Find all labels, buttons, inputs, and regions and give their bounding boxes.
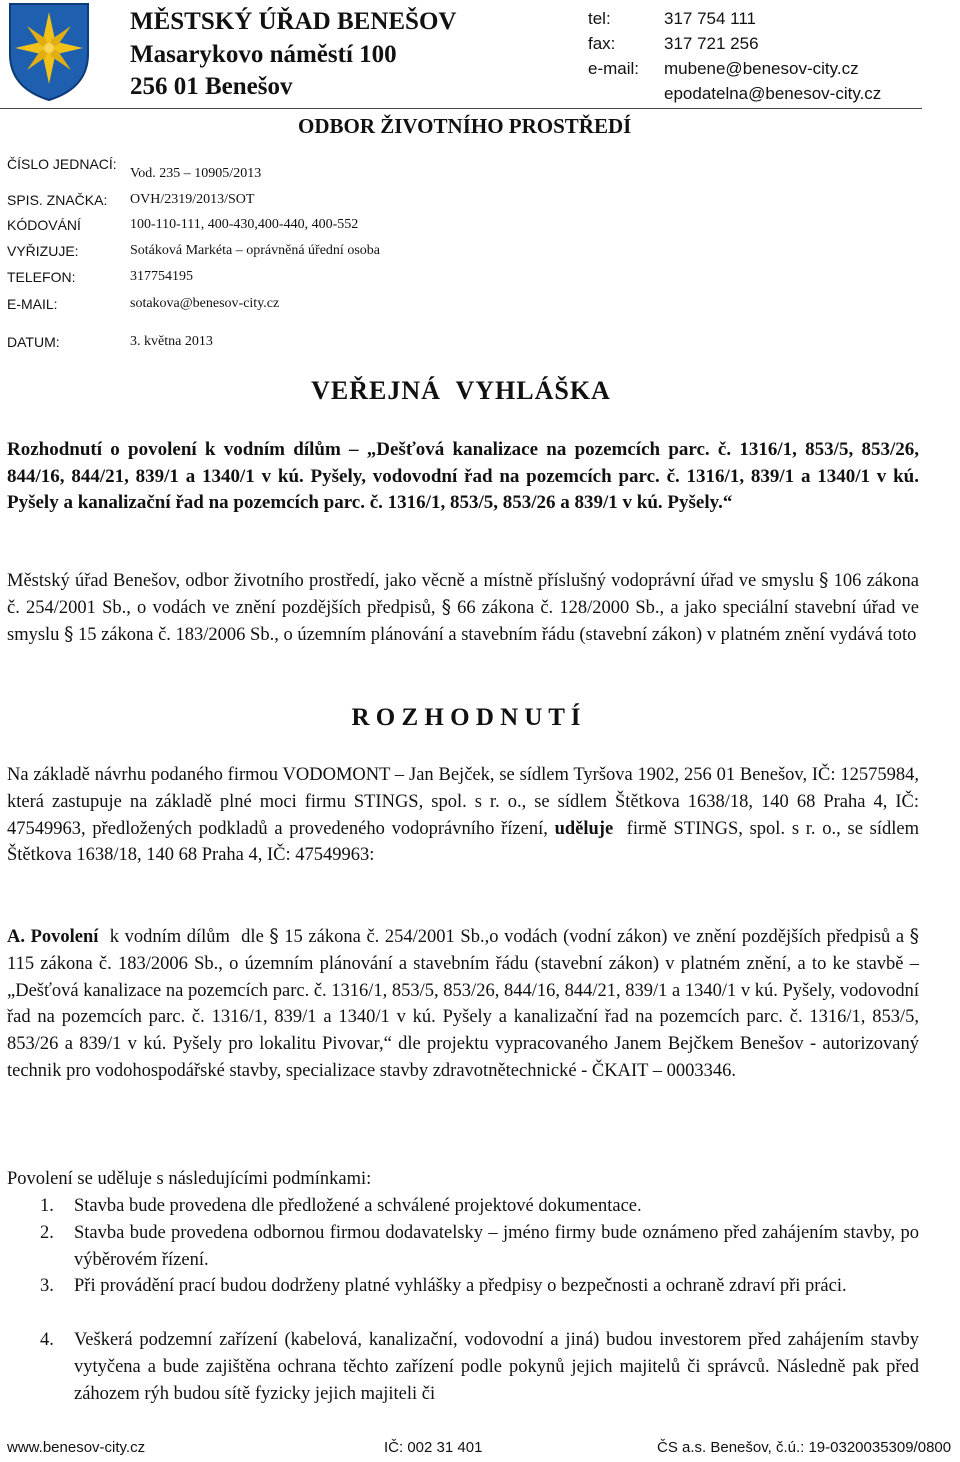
office-street: Masarykovo náměstí 100 (130, 41, 397, 68)
permit-text-1: k vodním dílům dle (98, 927, 270, 947)
section-sign: § (909, 926, 919, 947)
contact-fax: 317 721 256 (664, 34, 759, 53)
contact-label-email: e-mail: (588, 59, 640, 78)
condition-number: 2. (40, 1223, 54, 1243)
notice-title: VEŘEJNÁ VYHLÁŠKA (311, 376, 611, 405)
meta-label-phone: TELEFON: (7, 269, 76, 285)
section-sign: § (64, 623, 74, 645)
basis-bold-word: uděluje (554, 818, 614, 839)
decision-title: R O Z H O D N U T Í (351, 704, 581, 731)
meta-value-phone: 317754195 (130, 269, 193, 284)
meta-value-email: sotakova@benesov-city.cz (130, 296, 280, 311)
permit-paragraph (7, 924, 919, 1085)
meta-value-file: OVH/2319/2013/SOT (130, 192, 255, 207)
meta-label-date: DATUM: (7, 334, 60, 350)
office-name: MĚSTSKÝ ÚŘAD BENEŠOV (130, 8, 457, 35)
intro-text-3: 66 zákona č. 128/2000 Sb., a jako speciální stavební úřad ve smyslu (7, 597, 919, 645)
contact-email: mubene@benesov-city.cz (664, 59, 859, 78)
basis-text-1: Na základě návrhu podaného firmou VODOMONT – Jan Bejček, se sídlem Tyršova 1902, 256 01 Benešov, IČ: 12575984, která zastupuje na základě plné moci firmu STINGS, spol. s r. o., se sídlem Štětkova 1638/18, 140 68 Praha 4, IČ: 47549963, předložených podkladů a provedeného vodoprávního řízení, (7, 765, 919, 839)
meta-label-file: SPIS. ZNAČKA: (7, 192, 108, 208)
meta-label-handler: VYŘIZUJE: (7, 243, 79, 259)
star-crest-icon (6, 2, 92, 102)
decision-subject: Rozhodnutí o povolení k vodním dílům – „Dešťová kanalizace na pozemcích parc. č. 1316/1, 853/5, 853/26, 844/16, 844/21, 839/1 a 1340/1 v kú. Pyšely, vodovodní řad na pozemcích parc. č. 1316/1, 839/1 a 1340/1 v kú. Pyšely a kanalizační řad na pozemcích parc. č. 1316/1, 853/5, 853/26 a 839/1 v kú. Pyšely.“ (7, 439, 919, 514)
footer-company-id: IČ: 002 31 401 (384, 1439, 483, 1456)
contact-epodatelna: epodatelna@benesov-city.cz (664, 84, 882, 103)
contact-label-tel: tel: (588, 9, 611, 28)
meta-value-coding: 100-110-111, 400-430,400-440, 400-552 (130, 217, 359, 232)
department-title: ODBOR ŽIVOTNÍHO PROSTŘEDÍ (298, 114, 632, 138)
basis-text-2: firmě STINGS, spol. s r. o., se sídlem Štětkova 1638/18, 140 68 Praha 4, IČ: 47549963: (7, 818, 924, 866)
permit-text-3: 115 zákona č. 183/2006 Sb., o územním plánování a stavebním řádu (stavební zákon) v platném znění, a to ke stavbě – „Dešťová kanalizace na pozemcích parc. č. 1316/1, 853/5, 853/26, 844/16, 844/21, 839/1 a 1340/1 v kú. Pyšely, vodovodní řad na pozemcích parc. č. 1316/1, 839/1 a 1340/1 v kú. Pyšely a kanalizační řad na pozemcích parc. č. 1316/1, 853/5, 853/26 a 839/1 v kú. Pyšely pro lokalitu Pivovar,“ dle projektu vypracovaného Janem Bejčkem Benešov - autorizovaný technik pro vodohospodářské stavby, specializace stavby zdravotnětechnické - ČKAIT – 0003346. (7, 953, 919, 1081)
meta-value-date: 3. května 2013 (130, 334, 213, 349)
contact-label-fax: fax: (588, 34, 616, 53)
header-divider (0, 108, 922, 109)
intro-text-4: 15 zákona č. 183/2006 Sb., o územním plánování a stavebním řádu (stavební zákon) v platném znění vydává toto (73, 624, 917, 645)
permit-text-2: 15 zákona č. 254/2001 Sb.,o vodách (vodní zákon) ve znění pozdějších předpisů a (278, 927, 910, 947)
meta-label-email: E-MAIL: (7, 296, 58, 312)
footer-bank-account: ČS a.s. Benešov, č.ú.: 19-0320035309/0800 (657, 1439, 952, 1456)
meta-value-reference: Vod. 235 – 10905/2013 (130, 166, 262, 181)
basis-paragraph (7, 762, 924, 869)
condition-number: 3. (40, 1276, 54, 1296)
meta-label-reference: ČÍSLO JEDNACÍ: (7, 156, 117, 172)
condition-text: Při provádění prací budou dodrženy platné vyhlášky a předpisy o bezpečnosti a ochraně zdraví při práci. (74, 1276, 847, 1296)
condition-text: Stavba bude provedena odbornou firmou dodavatelsky – jméno firmy bude oznámeno před zahájením stavby, po výběrovém řízení. (74, 1223, 919, 1270)
intro-text-2: 106 zákona č. 254/2001 Sb., o vodách ve znění pozdějších předpisů, (7, 571, 919, 618)
footer-website: www.benesov-city.cz (7, 1439, 146, 1456)
condition-text: Stavba bude provedena dle předložené a schválené projektové dokumentace. (74, 1196, 642, 1216)
permit-bold-heading: A. Povolení (7, 927, 99, 947)
contact-tel: 317 754 111 (664, 9, 757, 28)
section-sign: § (269, 926, 279, 947)
section-sign: § (819, 570, 829, 591)
condition-text: Veškerá podzemní zařízení (kabelová, kanalizační, vodovodní a jiná) budou investorem před zahájením stavby vytyčena a bude zajištěna ochrana těchto zařízení podle pokynů jejich majitelů či správců. Následně pak před záhozem rýh budou sítě fyzicky jejich majiteli či (74, 1330, 919, 1404)
meta-label-coding: KÓDOVÁNÍ (7, 217, 81, 233)
intro-paragraph (7, 568, 919, 648)
condition-number: 4. (40, 1330, 54, 1350)
intro-text-1: Městský úřad Benešov, odbor životního prostředí, jako věcně a místně příslušný vodoprávní úřad ve smyslu (7, 571, 820, 591)
section-sign: § (441, 596, 451, 618)
meta-value-handler: Sotáková Markéta – oprávněná úřední osoba (130, 243, 380, 258)
office-city: 256 01 Benešov (130, 73, 293, 100)
conditions-intro: Povolení se uděluje s následujícími podmínkami: (7, 1169, 372, 1189)
condition-number: 1. (40, 1196, 54, 1216)
